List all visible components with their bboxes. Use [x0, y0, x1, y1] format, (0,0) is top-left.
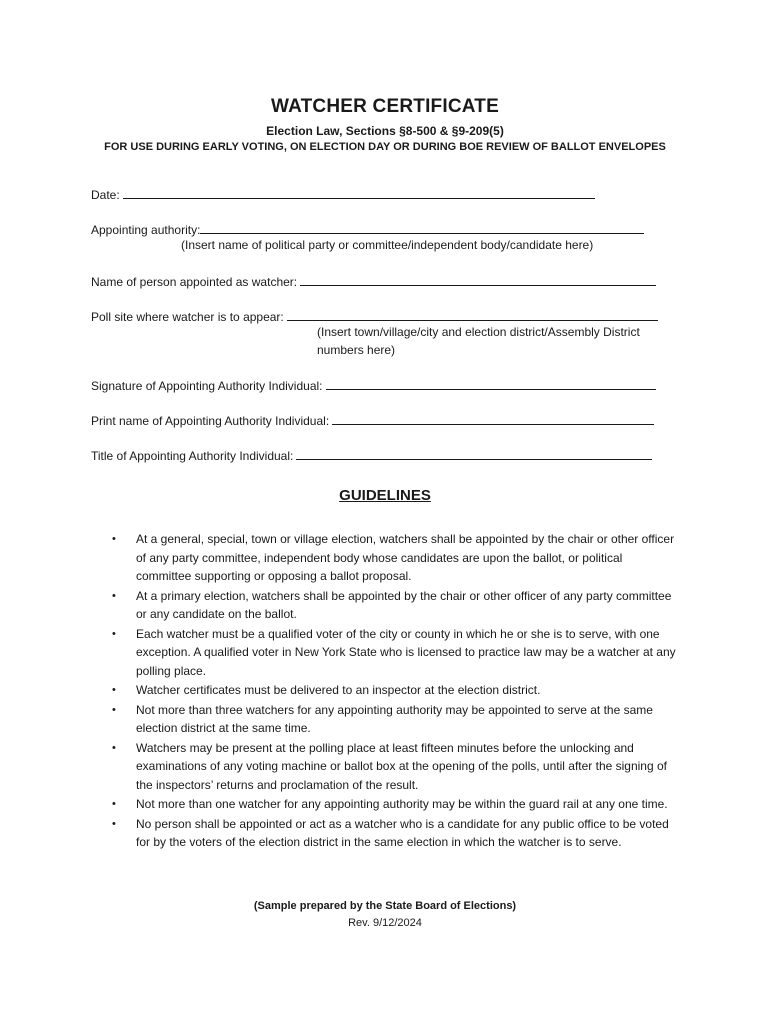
- print-name-label: Print name of Appointing Authority Individual:: [91, 414, 330, 428]
- date-blank-line[interactable]: [123, 186, 595, 199]
- bullet-icon: •: [112, 798, 116, 810]
- bullet-icon: •: [112, 533, 116, 545]
- revision-date: Rev. 9/12/2024: [348, 917, 422, 929]
- bullet-icon: •: [112, 703, 116, 716]
- poll-site-hint: (Insert town/village/city and election district/Assembly District numbers here): [317, 325, 640, 357]
- title-blank-line[interactable]: [296, 447, 652, 460]
- watcher-name-field: [91, 273, 656, 289]
- date-field: [91, 186, 595, 202]
- law-citation: Election Law, Sections §8-500 & §9-209(5): [266, 124, 504, 138]
- poll-site-blank-line[interactable]: [287, 308, 658, 321]
- guideline-item: [110, 815, 680, 852]
- bullet-icon: •: [112, 589, 116, 602]
- guideline-text: At a general, special, town or village election, watchers shall be appointed by the chair or other officer of any party committee, independent body whose candidates are upon the ballot, or political committee supporting or opposing a ballot proposal.: [136, 532, 675, 583]
- watcher-name-label: Name of person appointed as watcher:: [91, 275, 298, 289]
- prepared-by-note: (Sample prepared by the State Board of Elections): [253, 900, 517, 912]
- date-label: Date:: [91, 188, 120, 202]
- guideline-text: Each watcher must be a qualified voter of the city or county in which he or she is to serve, with one exception. A qualified voter in New York State who is licensed to practice law may be a watcher at any polling place.: [136, 626, 676, 678]
- guideline-item: [110, 795, 680, 814]
- signature-blank-line[interactable]: [326, 377, 656, 390]
- appointing-authority-field: [91, 221, 644, 237]
- guideline-text: Watchers may be present at the polling place at least fifteen minutes before the unlocking and examinations of any voting machine or ballot box at the opening of the polls, until after the signing of the inspectors’ returns and proclamation of the result.: [136, 740, 667, 792]
- bullet-icon: •: [112, 627, 116, 640]
- watcher-name-blank-line[interactable]: [300, 273, 656, 286]
- guideline-text: Not more than three watchers for any appointing authority may be appointed to serve at the same election district at the same time.: [136, 702, 653, 735]
- print-name-field: [91, 412, 654, 428]
- signature-label: Signature of Appointing Authority Individual:: [91, 379, 323, 393]
- page-title: WATCHER CERTIFICATE: [271, 96, 499, 117]
- guidelines-list: [110, 530, 680, 853]
- guideline-item: [110, 681, 680, 700]
- title-label: Title of Appointing Authority Individual:: [91, 449, 294, 463]
- appointing-authority-blank-line[interactable]: [200, 221, 644, 234]
- bullet-icon: •: [112, 817, 116, 830]
- poll-site-field: [91, 308, 658, 324]
- guideline-item: [110, 739, 680, 795]
- appointing-authority-hint: (Insert name of political party or committee/independent body/candidate here): [181, 238, 594, 252]
- guideline-text: Watcher certificates must be delivered to an inspector at the election district.: [136, 683, 541, 697]
- usage-note: FOR USE DURING EARLY VOTING, ON ELECTION DAY OR DURING BOE REVIEW OF BALLOT ENVELOPES: [104, 141, 666, 153]
- guideline-item: [110, 530, 680, 586]
- bullet-icon: •: [112, 741, 116, 754]
- signature-field: [91, 377, 656, 393]
- bullet-icon: •: [112, 684, 116, 696]
- appointing-authority-label: Appointing authority:: [91, 223, 201, 237]
- guideline-text: Not more than one watcher for any appointing authority may be within the guard rail at any one time.: [136, 797, 668, 811]
- guideline-item: [110, 587, 680, 624]
- poll-site-label: Poll site where watcher is to appear:: [91, 310, 284, 324]
- guideline-item: [110, 625, 680, 681]
- guideline-text: No person shall be appointed or act as a watcher who is a candidate for any public office to be voted for by the voters of the election district in the same election in which the watcher is to serve.: [136, 816, 669, 849]
- guidelines-heading: GUIDELINES: [339, 487, 431, 504]
- title-field: [91, 447, 652, 463]
- guideline-item: [110, 701, 680, 738]
- print-name-blank-line[interactable]: [332, 412, 654, 425]
- guideline-text: At a primary election, watchers shall be appointed by the chair or other officer of any party committee or any candidate on the ballot.: [136, 588, 672, 621]
